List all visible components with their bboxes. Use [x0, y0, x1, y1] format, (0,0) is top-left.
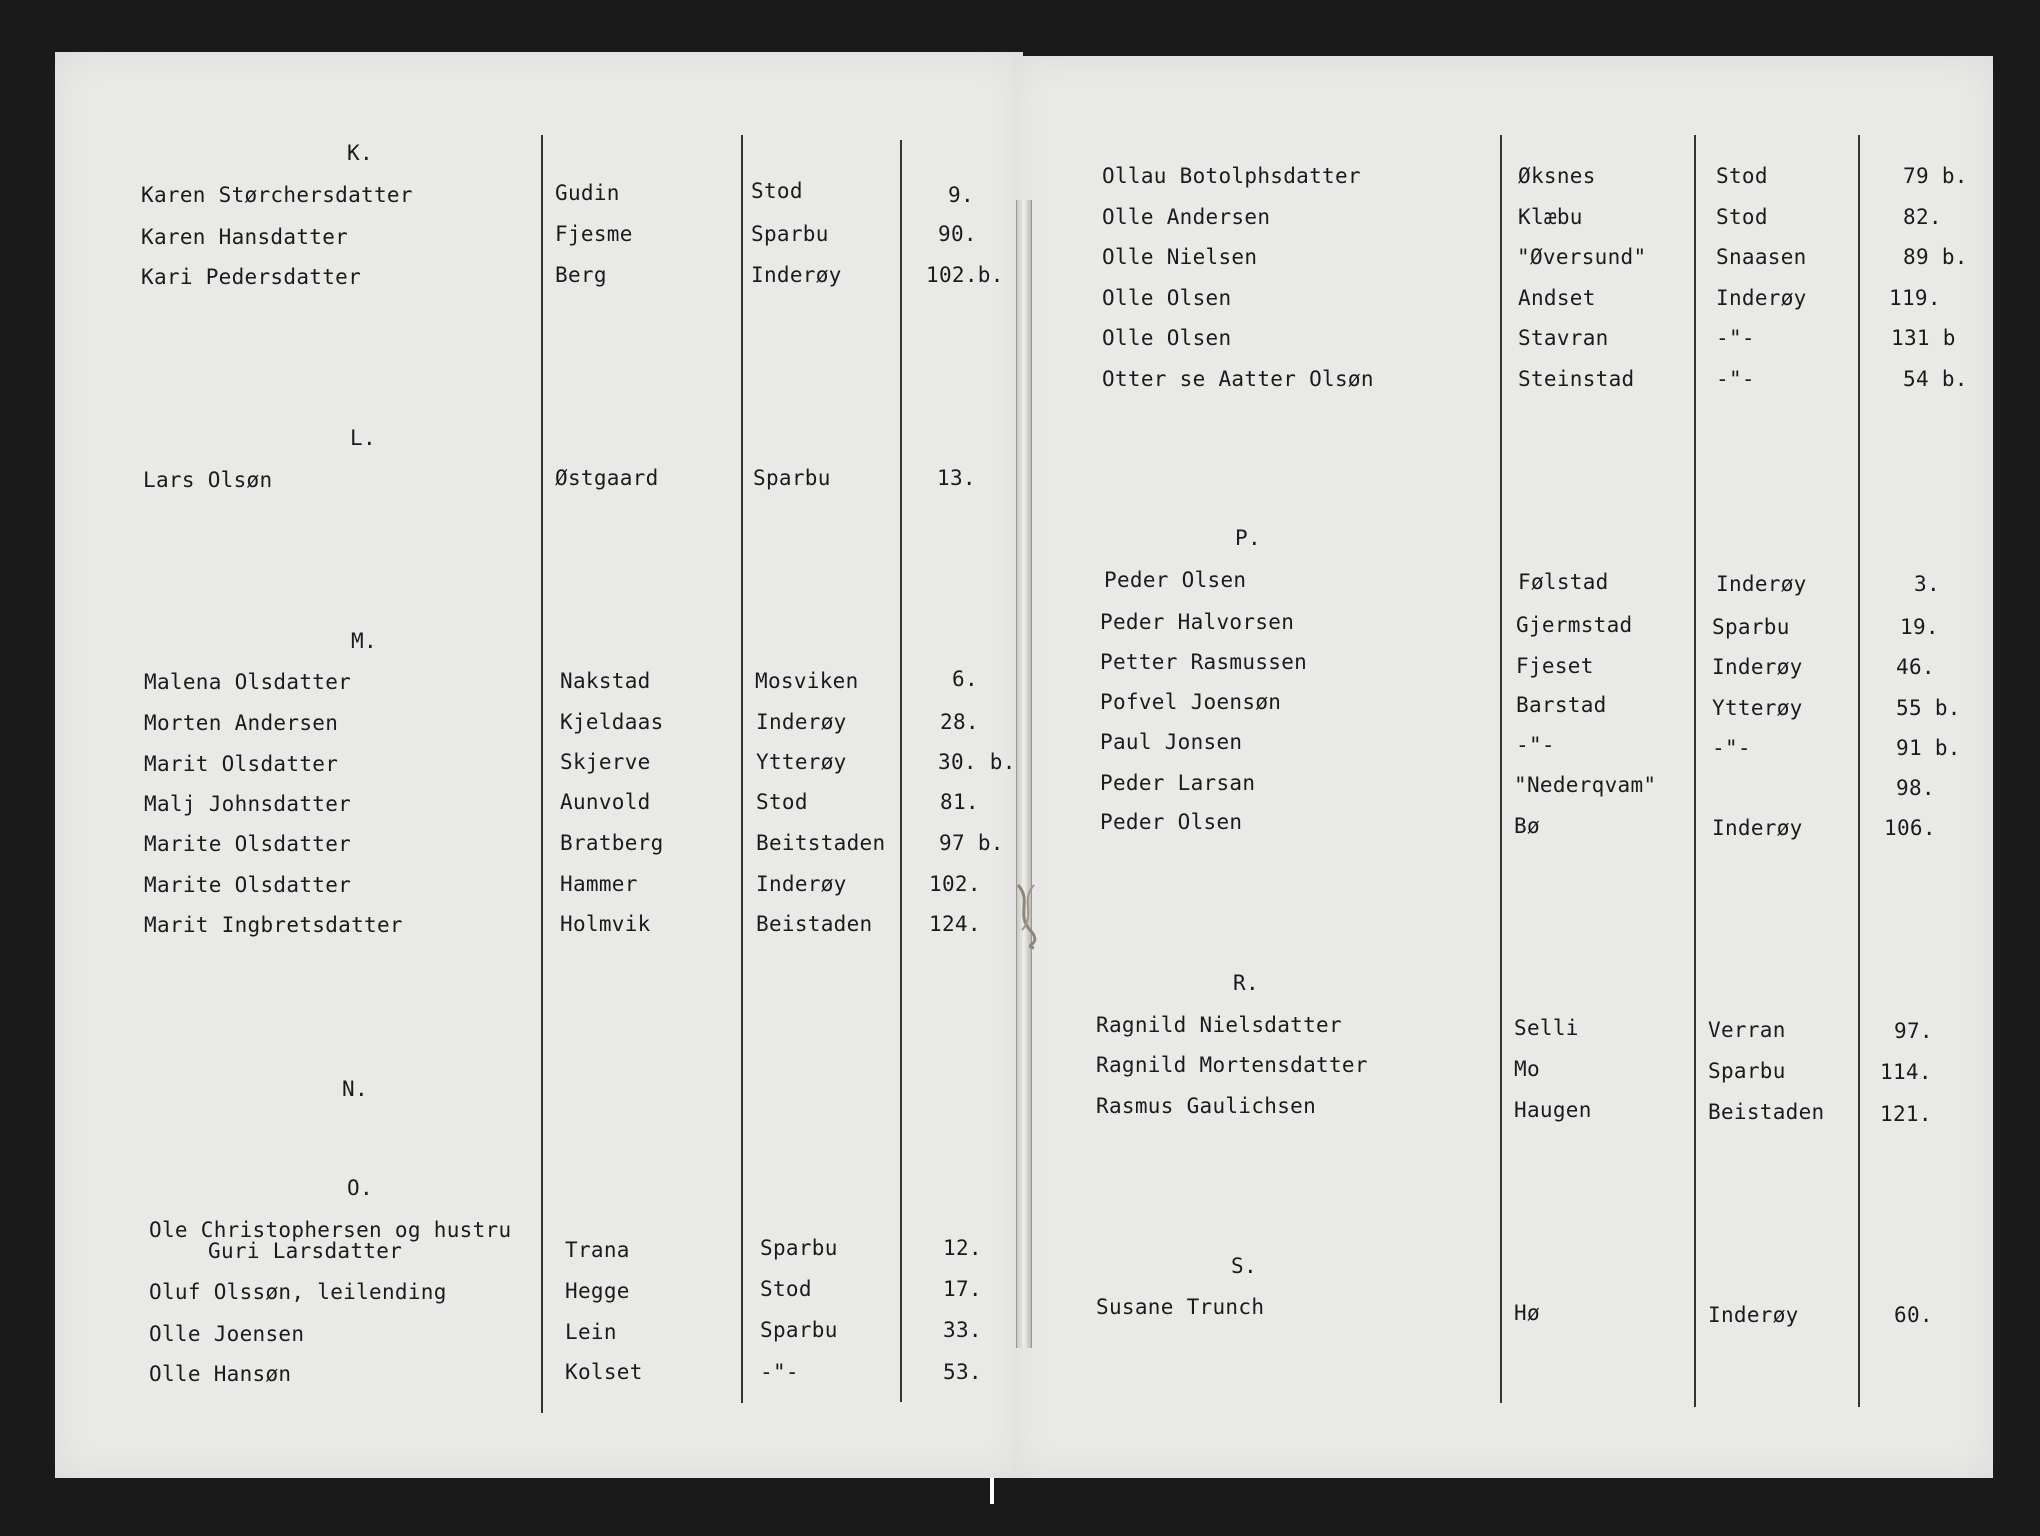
name-cell: Karen Hansdatter	[141, 225, 349, 249]
parish-cell: Beitstaden	[756, 831, 886, 855]
name-cell: Ragnild Mortensdatter	[1096, 1053, 1368, 1077]
binding-knot-icon	[1014, 880, 1040, 950]
farm-cell: Fjeset	[1516, 654, 1594, 678]
farm-cell: "Øversund"	[1517, 245, 1647, 269]
number-cell: 124.	[929, 912, 981, 936]
number-cell: 119.	[1889, 286, 1941, 310]
name-cell-continued: Guri Larsdatter	[208, 1239, 403, 1263]
name-cell: Malj Johnsdatter	[144, 792, 352, 816]
farm-cell: Bratberg	[560, 831, 664, 855]
number-cell: 17.	[943, 1277, 982, 1301]
binding-fold	[1016, 200, 1032, 1348]
name-cell: Karen Størchersdatter	[141, 183, 413, 207]
number-cell: 19.	[1900, 615, 1939, 639]
farm-cell: Gjermstad	[1516, 613, 1633, 637]
column-divider	[541, 135, 543, 1413]
farm-cell: Trana	[565, 1238, 630, 1262]
number-cell: 6.	[952, 667, 978, 691]
section-header-n: N.	[342, 1077, 368, 1101]
farm-cell: Hø	[1514, 1301, 1540, 1325]
farm-cell: Østgaard	[555, 466, 659, 490]
name-cell: Olle Andersen	[1102, 205, 1271, 229]
number-cell: 97.	[1894, 1019, 1933, 1043]
number-cell: 91 b.	[1896, 736, 1961, 760]
name-cell: Olle Olsen	[1102, 326, 1232, 350]
number-cell: 54 b.	[1903, 367, 1968, 391]
number-cell: 30. b.	[938, 750, 1016, 774]
number-cell: 82.	[1903, 205, 1942, 229]
farm-cell: Fjesme	[555, 222, 633, 246]
parish-cell: Sparbu	[1708, 1059, 1786, 1083]
farm-cell: Mo	[1514, 1057, 1540, 1081]
farm-cell: Stavran	[1518, 326, 1609, 350]
number-cell: 9.	[948, 183, 974, 207]
number-cell: 3.	[1914, 572, 1940, 596]
parish-cell: Sparbu	[760, 1236, 838, 1260]
section-header-k: K.	[347, 141, 373, 165]
name-cell: Marite Olsdatter	[144, 832, 352, 856]
farm-cell: Selli	[1514, 1016, 1579, 1040]
parish-cell: Inderøy	[1716, 286, 1807, 310]
parish-cell: Inderøy	[1712, 816, 1803, 840]
name-cell: Pofvel Joensøn	[1100, 690, 1282, 714]
name-cell: Olle Nielsen	[1102, 245, 1258, 269]
section-header-m: M.	[351, 629, 377, 653]
parish-cell: Stod	[760, 1277, 812, 1301]
parish-cell: Sparbu	[751, 222, 829, 246]
parish-cell: Stod	[1716, 164, 1768, 188]
farm-cell: Nakstad	[560, 669, 651, 693]
number-cell: 12.	[943, 1236, 982, 1260]
farm-cell: "Nederqvam"	[1514, 773, 1657, 797]
parish-cell: Beistaden	[756, 912, 873, 936]
farm-cell: Haugen	[1514, 1098, 1592, 1122]
name-cell: Peder Olsen	[1104, 568, 1247, 592]
parish-cell: Inderøy	[1716, 572, 1807, 596]
farm-cell: Kjeldaas	[560, 710, 664, 734]
number-cell: 131 b	[1891, 326, 1956, 350]
parish-cell: Ytterøy	[756, 750, 847, 774]
parish-cell: Sparbu	[1712, 615, 1790, 639]
number-cell: 114.	[1880, 1060, 1932, 1084]
name-cell: Ole Christophersen og hustru	[149, 1218, 512, 1242]
number-cell: 60.	[1894, 1303, 1933, 1327]
farm-cell: -"-	[1516, 733, 1555, 757]
name-cell: Ollau Botolphsdatter	[1102, 164, 1361, 188]
parish-cell: Beistaden	[1708, 1100, 1825, 1124]
parish-cell: Inderøy	[1712, 655, 1803, 679]
name-cell: Olle Hansøn	[149, 1362, 292, 1386]
name-cell: Olle Joensen	[149, 1322, 305, 1346]
parish-cell: -"-	[760, 1360, 799, 1384]
farm-cell: Aunvold	[560, 790, 651, 814]
scan-mark	[990, 1478, 994, 1504]
farm-cell: Steinstad	[1518, 367, 1635, 391]
parish-cell: Inderøy	[756, 872, 847, 896]
name-cell: Petter Rasmussen	[1100, 650, 1308, 674]
right-page	[1013, 56, 1993, 1478]
section-header-p: P.	[1235, 526, 1261, 550]
name-cell: Malena Olsdatter	[144, 670, 352, 694]
farm-cell: Hegge	[565, 1279, 630, 1303]
column-divider	[900, 140, 902, 1402]
name-cell: Peder Halvorsen	[1100, 610, 1295, 634]
farm-cell: Berg	[555, 263, 607, 287]
farm-cell: Skjerve	[560, 750, 651, 774]
number-cell: 55 b.	[1896, 696, 1961, 720]
parish-cell: Inderøy	[751, 263, 842, 287]
farm-cell: Bø	[1514, 814, 1540, 838]
number-cell: 79 b.	[1903, 164, 1968, 188]
name-cell: Paul Jonsen	[1100, 730, 1243, 754]
parish-cell: Mosviken	[755, 669, 859, 693]
farm-cell: Følstad	[1518, 570, 1609, 594]
name-cell: Kari Pedersdatter	[141, 265, 362, 289]
parish-cell: Stod	[751, 179, 803, 203]
parish-cell: -"-	[1716, 326, 1755, 350]
column-divider	[741, 135, 743, 1403]
farm-cell: Andset	[1518, 286, 1596, 310]
column-divider	[1694, 135, 1696, 1407]
parish-cell: Inderøy	[1708, 1303, 1799, 1327]
name-cell: Marite Olsdatter	[144, 873, 352, 897]
farm-cell: Øksnes	[1518, 164, 1596, 188]
name-cell: Olle Olsen	[1102, 286, 1232, 310]
name-cell: Marit Ingbretsdatter	[144, 913, 403, 937]
name-cell: Ragnild Nielsdatter	[1096, 1013, 1342, 1037]
name-cell: Peder Olsen	[1100, 810, 1243, 834]
section-header-o: O.	[347, 1176, 373, 1200]
name-cell: Peder Larsan	[1100, 771, 1256, 795]
farm-cell: Barstad	[1516, 693, 1607, 717]
number-cell: 28.	[940, 710, 979, 734]
number-cell: 102.b.	[926, 263, 1004, 287]
number-cell: 97 b.	[939, 831, 1004, 855]
parish-cell: -"-	[1716, 367, 1755, 391]
farm-cell: Holmvik	[560, 912, 651, 936]
name-cell: Susane Trunch	[1096, 1295, 1265, 1319]
column-divider	[1500, 135, 1502, 1403]
number-cell: 81.	[940, 790, 979, 814]
name-cell: Rasmus Gaulichsen	[1096, 1094, 1317, 1118]
number-cell: 102.	[929, 872, 981, 896]
number-cell: 53.	[943, 1360, 982, 1384]
parish-cell: Sparbu	[760, 1318, 838, 1342]
number-cell: 46.	[1896, 655, 1935, 679]
parish-cell: Inderøy	[756, 710, 847, 734]
parish-cell: Ytterøy	[1712, 696, 1803, 720]
parish-cell: Stod	[756, 790, 808, 814]
name-cell: Lars Olsøn	[143, 468, 273, 492]
parish-cell: Snaasen	[1716, 245, 1807, 269]
name-cell: Otter se Aatter Olsøn	[1102, 367, 1374, 391]
section-header-s: S.	[1231, 1254, 1257, 1278]
parish-cell: Sparbu	[753, 466, 831, 490]
number-cell: 106.	[1884, 816, 1936, 840]
number-cell: 98.	[1896, 776, 1935, 800]
name-cell: Morten Andersen	[144, 711, 339, 735]
number-cell: 89 b.	[1903, 245, 1968, 269]
farm-cell: Klæbu	[1518, 205, 1583, 229]
farm-cell: Lein	[565, 1320, 617, 1344]
section-header-r: R.	[1233, 971, 1259, 995]
section-header-l: L.	[350, 426, 376, 450]
number-cell: 33.	[943, 1318, 982, 1342]
parish-cell: -"-	[1712, 736, 1751, 760]
number-cell: 90.	[938, 222, 977, 246]
parish-cell: Verran	[1708, 1018, 1786, 1042]
name-cell: Marit Olsdatter	[144, 752, 339, 776]
farm-cell: Hammer	[560, 872, 638, 896]
number-cell: 121.	[1880, 1102, 1932, 1126]
column-divider	[1858, 135, 1860, 1407]
name-cell: Oluf Olssøn, leilending	[149, 1280, 447, 1304]
parish-cell: Stod	[1716, 205, 1768, 229]
farm-cell: Kolset	[565, 1360, 643, 1384]
farm-cell: Gudin	[555, 181, 620, 205]
number-cell: 13.	[937, 466, 976, 490]
